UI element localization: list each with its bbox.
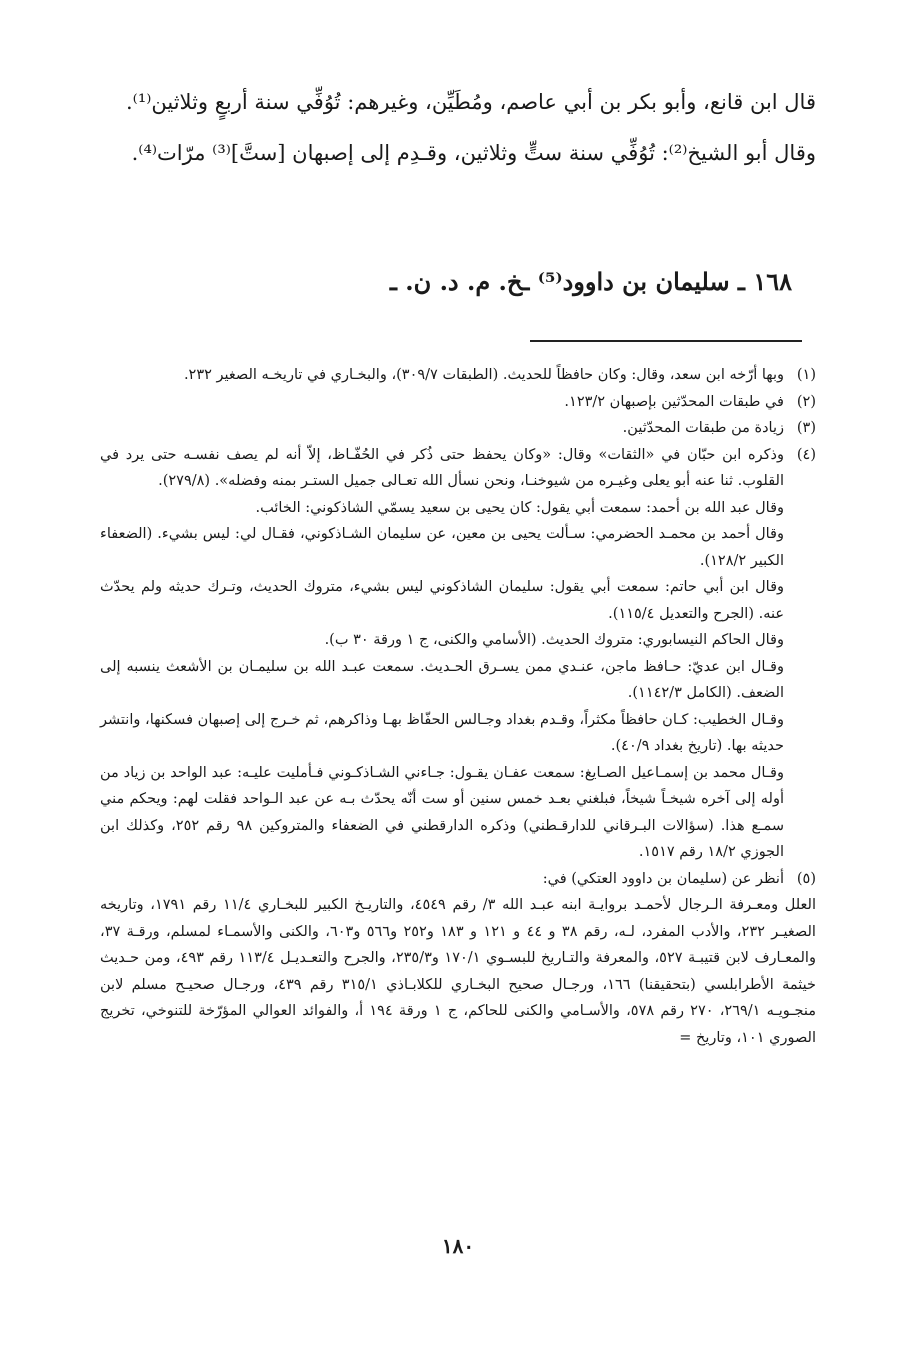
footnote-number: (٢) — [796, 393, 816, 410]
footnote-number: (٤) — [796, 446, 816, 463]
footnote-number: (١) — [796, 367, 816, 383]
footnote-paragraph: وقـال محمد بن إسمـاعيل الصـايغ: سمعت عفـان يقـول: جـاءني الشـاذكـوني فـأمليت عليـه: عبد الواحد بن زياد من أوله إلى آخره شيخـاً شيخاً، فبلغني بعـد خمس سنين أو ست أنّه يحدّث بـه عن عبد الـواحد فقلت لهم: ويحكم مني سمـع هذا. (سؤالات البـرقاني للدارقـطني) وذكره الدارقطني في الضعفاء والمتروكين ٩٨ رقم ٢٥٢، وكذلك ابن الجوزي ١٨/٢ رقم ١٥١٧. — [100, 764, 785, 860]
footnote-intro: أنظر عن (سليمان بن داوود العتكي) في: — [542, 870, 784, 887]
footnote-text: زيادة من طبقات المحدّثين. — [622, 420, 784, 436]
footnote-paragraph: وقال أحمد بن محمـد الحضرمي: سـألت يحيى بن معين، عن سليمان الشـاذكوني، فقـال لي: ليس بشيء. (الضعفاء الكبير ١٢٨/٢). — [100, 526, 784, 569]
footnote-1 — [100, 362, 816, 389]
footnotes — [100, 362, 816, 1051]
footnote-number: (٣) — [796, 420, 816, 436]
footnote-paragraph: وقال ابن أبي حاتم: سمعت أبي يقول: سليمان الشاذكوني ليس بشيء، متروك الحديث، وتـرك حديثه ولم يحدّث عنه. (الجرح والتعديل ١١٥/٤). — [100, 579, 784, 622]
footnote-text: في طبقات المحدّثين بإصبهان ١٢٣/٢. — [564, 393, 784, 410]
footnote-divider — [530, 340, 802, 342]
footnote-paragraph: وذكره ابن حبّان في «الثقات» وقال: «وكان يحفظ حتى ذُكر في الحُفّـاظ، إلاّ أنه لم يصف نفسـه حتى يرد في القلوب. ثنا عنه أبو يعلى وغيـره من شيوخنـا، ونحن نسأل الله تعـالى جميل الستـر بمنه وفضله». (٢٧٩/٨). — [100, 446, 784, 489]
footnote-number: (٥) — [796, 870, 816, 887]
footnote-paragraph: وقال الحاكم النيسابوري: متروك الحديث. (الأسامي والكنى، ج ١ ورقة ٣٠ ب). — [324, 632, 784, 648]
entry-heading: ١٦٨ ـ سليمان بن داوود⁽⁵⁾ ـخ. م. د. ن. ـ — [389, 267, 792, 296]
main-text — [100, 84, 816, 186]
footnote-5 — [100, 866, 816, 1052]
footnote-2 — [100, 389, 816, 416]
footnote-3 — [100, 415, 816, 442]
footnote-paragraph: وقال عبد الله بن أحمد: سمعت أبي يقول: كان يحيى بن سعيد يسمّي الشاذكوني: الخائب. — [255, 499, 784, 516]
footnote-paragraph: وقـال الخطيب: كـان حافظاً مكثراً، وقـدم بغداد وجـالس الحفّاظ بهـا وذاكرهم، ثم خـرج إلى إصبهان فسكنها، وانتشر حديثه بها. (تاريخ بغداد ٤٠/٩). — [100, 711, 784, 754]
main-paragraph-2: وقال أبو الشيخ⁽²⁾: تُوُفِّي سنة ستٍّ وثلاثين، وقـدِم إلى إصبهان [ستَّ]⁽³⁾ مرّات⁽⁴⁾. — [131, 141, 816, 165]
footnote-text: وبها أرّخه ابن سعد، وقال: وكان حافظاً للحديث. (الطبقات ٣٠٩/٧)، والبخـاري في تاريخـه الصغير ٢٣٢. — [183, 367, 784, 383]
footnote-paragraph: وقـال ابن عديّ: حـافظ ماجن، عنـدي ممن يسـرق الحـديث. سمعت عبـد الله بن سليمـان بن الأشعث ينسبه إلى الضعف. (الكامل ١١٤٢/٣). — [100, 658, 784, 701]
footnote-text: العلل ومعـرفة الـرجال لأحمـد بروايـة ابنه عبـد الله ٣/ رقم ٤٥٤٩، والتاريـخ الكبير للبخـاري ١١/٤ رقم ١٧٩١، وتاريخه الصغيـر ٢٣٢، والأدب المفرد، لـه، رقم ٣٨ و ٤٤ و ١٢١ و ١٨٣ و٢٥٢ و٥٦٦ و٦٠٣، والكنى والأسمـاء لمسلم، ورقـة ٣٧، والمعـارف لابن قتيبـة ٥٢٧، والمعرفة والتـاريخ للبسـوي ١٧٠/١ و٢٣٥/٣، والجرح والتعـديـل ١١٣/٤ رقم ٤٩٣، ومن حـديث خيثمة الأطرابلسي (بتحقيقنا) ١٦٦، ورجـال صحيح البخـاري للكلابـاذي ٣١٥/١ رقم ٤٣٩، ورجـال صحيـح مسلم لابن منجـويـه ٢٦٩/١، ٢٧٠ رقم ٥٧٨، والأسـامي والكنى للحاكم، ج ١ ورقة ١٩٤ أ، والفوائد العوالي المؤرّخة للتنوخي، تخريج الصوري ١٠١، وتاريخ = — [100, 897, 817, 1046]
page-number: ١٨٠ — [441, 1234, 475, 1258]
footnote-4 — [100, 442, 816, 866]
main-paragraph-1: قال ابن قانع، وأبو بكر بن أبي عاصم، ومُطَيِّن، وغيرهم: تُوُفِّي سنة أربعٍ وثلاثين⁽¹⁾. — [125, 90, 816, 114]
